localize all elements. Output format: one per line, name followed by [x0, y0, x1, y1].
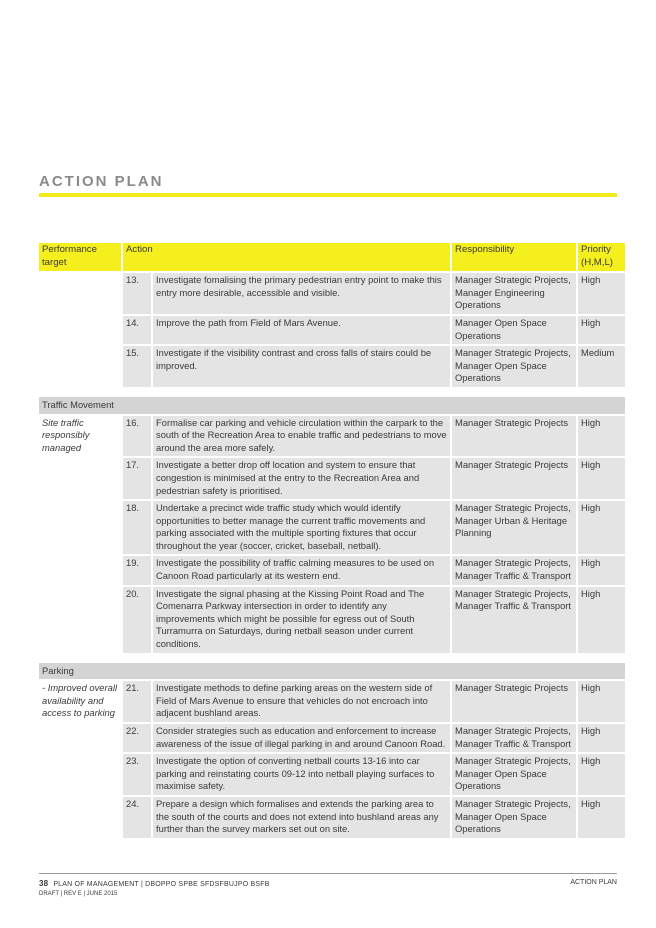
- table-row: [39, 797, 625, 838]
- responsibility-text: Manager Strategic Projects, Manager Engineering Operations: [452, 273, 576, 314]
- responsibility-text: Manager Strategic Projects, Manager Traffic & Transport: [452, 556, 576, 584]
- action-number: 21.: [123, 681, 151, 722]
- footer-section-name: ACTION PLAN: [570, 879, 617, 886]
- priority-text: High: [578, 681, 625, 722]
- responsibility-text: Manager Strategic Projects, Manager Traffic & Transport: [452, 587, 576, 653]
- performance-target-cell: Site traffic responsibly managed: [39, 416, 121, 653]
- table-row: [39, 556, 625, 584]
- responsibility-text: Manager Strategic Projects, Manager Open Space Operations: [452, 797, 576, 838]
- priority-text: Medium: [578, 346, 625, 387]
- action-number: 18.: [123, 501, 151, 554]
- priority-text: High: [578, 273, 625, 314]
- priority-text: High: [578, 754, 625, 795]
- table-row: [39, 681, 625, 722]
- table-row: [39, 316, 625, 344]
- footer-document-info: [39, 879, 270, 888]
- action-number: 20.: [123, 587, 151, 653]
- table-header-row: [39, 243, 625, 271]
- action-number: 23.: [123, 754, 151, 795]
- header-performance-target: Performance target: [39, 243, 121, 271]
- section-title: Traffic Movement: [39, 397, 625, 414]
- table-row: [39, 724, 625, 752]
- page-title: ACTION PLAN: [39, 173, 164, 190]
- action-text: Prepare a design which formalises and extends the parking area to the south of the courts and does not extend into bushland areas any further than the survey markers set out on site.: [153, 797, 450, 838]
- priority-text: High: [578, 797, 625, 838]
- performance-target-cell: [39, 273, 121, 387]
- action-number: 13.: [123, 273, 151, 314]
- table-row: [39, 754, 625, 795]
- action-text: Improve the path from Field of Mars Avenue.: [153, 316, 450, 344]
- table-row: [39, 501, 625, 554]
- responsibility-text: Manager Strategic Projects: [452, 416, 576, 457]
- section-spacer: [39, 655, 625, 661]
- action-number: 14.: [123, 316, 151, 344]
- action-number: 15.: [123, 346, 151, 387]
- action-text: Consider strategies such as education and enforcement to increase awareness of the issue of illegal parking in and around Canoon Road.: [153, 724, 450, 752]
- responsibility-text: Manager Strategic Projects: [452, 458, 576, 499]
- responsibility-text: Manager Strategic Projects, Manager Open Space Operations: [452, 346, 576, 387]
- page-number: 38: [39, 879, 49, 888]
- priority-text: High: [578, 501, 625, 554]
- action-text: Investigate the option of converting netball courts 13-16 into car parking and reinstating courts 09-12 into netball playing surfaces to maximise safety.: [153, 754, 450, 795]
- responsibility-text: Manager Strategic Projects, Manager Open Space Operations: [452, 754, 576, 795]
- section-title: Parking: [39, 663, 625, 680]
- action-number: 24.: [123, 797, 151, 838]
- footer-divider: [39, 873, 617, 874]
- priority-text: High: [578, 556, 625, 584]
- table-row: [39, 346, 625, 387]
- priority-text: High: [578, 587, 625, 653]
- action-number: 17.: [123, 458, 151, 499]
- table-row: [39, 587, 625, 653]
- responsibility-text: Manager Strategic Projects, Manager Urban & Heritage Planning: [452, 501, 576, 554]
- action-plan-table: [37, 241, 627, 840]
- section-header-parking: [39, 663, 625, 680]
- header-priority: Priority (H,M,L): [578, 243, 625, 271]
- priority-text: High: [578, 316, 625, 344]
- responsibility-text: Manager Open Space Operations: [452, 316, 576, 344]
- table-row: [39, 273, 625, 314]
- header-responsibility: Responsibility: [452, 243, 576, 271]
- responsibility-text: Manager Strategic Projects: [452, 681, 576, 722]
- action-number: 22.: [123, 724, 151, 752]
- action-number: 19.: [123, 556, 151, 584]
- performance-target-cell: - Improved overall availability and access to parking: [39, 681, 121, 838]
- section-header-traffic-movement: [39, 397, 625, 414]
- action-text: Investigate if the visibility contrast and cross falls of stairs could be improved.: [153, 346, 450, 387]
- table-row: [39, 458, 625, 499]
- action-text: Undertake a precinct wide traffic study which would identify opportunities to better manage the current traffic movements and parking associated with the multiple sporting fixtures that occur throughout the year (soccer, cricket, baseball, netball).: [153, 501, 450, 554]
- priority-text: High: [578, 416, 625, 457]
- responsibility-text: Manager Strategic Projects, Manager Traffic & Transport: [452, 724, 576, 752]
- section-spacer: [39, 389, 625, 395]
- action-number: 16.: [123, 416, 151, 457]
- action-text: Investigate the possibility of traffic calming measures to be used on Canoon Road particularly at its western end.: [153, 556, 450, 584]
- title-underline: [39, 193, 617, 197]
- priority-text: High: [578, 458, 625, 499]
- action-text: Formalise car parking and vehicle circulation within the carpark to the south of the Recreation Area to enable traffic and pedestrians to move around the area more safely.: [153, 416, 450, 457]
- action-text: Investigate the signal phasing at the Kissing Point Road and The Comenarra Parkway intersection in order to identify any improvements which might be possible for egress out of South Turramurra on Saturdays, during netball season under current conditions.: [153, 587, 450, 653]
- footer-document-title: PLAN OF MANAGEMENT | DBOPPO SPBE SFDSFBUJPO BSFB: [53, 881, 270, 888]
- header-action: Action: [123, 243, 450, 271]
- action-text: Investigate methods to define parking areas on the western side of Field of Mars Avenue to ensure that vehicles do not encroach into adjacent bushland areas.: [153, 681, 450, 722]
- footer-revision: DRAFT | REV E | JUNE 2015: [39, 891, 118, 897]
- action-text: Investigate fomalising the primary pedestrian entry point to make this entry more desirable, accessible and visible.: [153, 273, 450, 314]
- action-text: Investigate a better drop off location and system to ensure that congestion is minimised at the entry to the Recreation Area and pedestrian safety is prioritised.: [153, 458, 450, 499]
- table-row: [39, 416, 625, 457]
- priority-text: High: [578, 724, 625, 752]
